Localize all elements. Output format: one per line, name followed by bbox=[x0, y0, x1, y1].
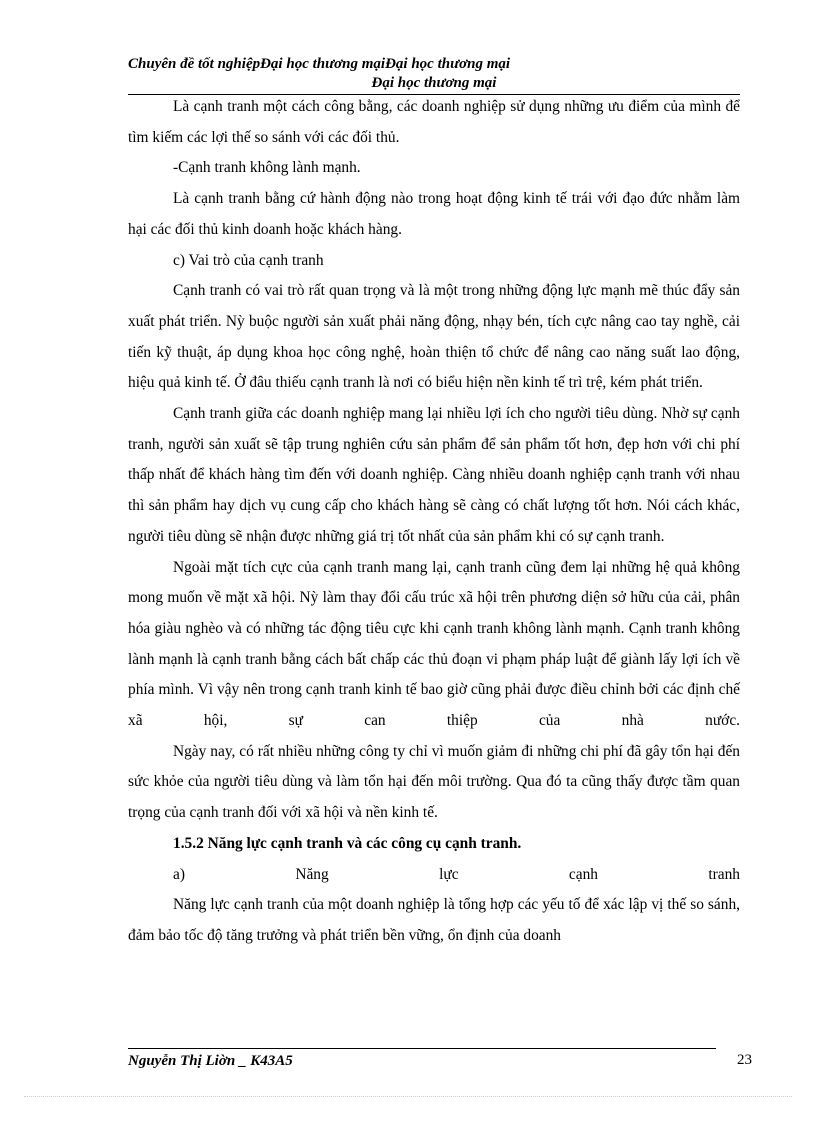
paragraph-unfair-competition-heading: -Cạnh tranh không lành mạnh. bbox=[173, 159, 361, 177]
paragraph-role-of-competition: Cạnh tranh có vai trò rất quan trọng và là một trong những động lực mạnh mẽ thúc đẩy sản xuất phát triển. Nỳ buộc người sản xuất phải năng động, nhạy bén, tích cực nâng cao tay nghề, cải tiến kỹ thuật, áp dụng khoa học công nghệ, hoàn thiện tổ chức để nâng cao năng suất lao động, hiệu quả kinh tế. Ở đâu thiếu cạnh tranh là nơi có biểu hiện nền kinh tế trì trệ, kém phát triển. bbox=[128, 282, 740, 392]
header-title-line2: Đại học thương mại bbox=[371, 75, 497, 91]
paragraph-fair-competition: Là cạnh tranh một cách công bằng, các doanh nghiệp sử dụng những ưu điểm của mình để tìm kiếm các lợi thế so sánh với các đối thủ. bbox=[128, 98, 740, 146]
subsection-heading-a: a) Năng lực cạnh tranh bbox=[173, 865, 740, 883]
paragraph-negative-effects: Ngoài mặt tích cực của cạnh tranh mang lại, cạnh tranh cũng đem lại những hệ quả không mong muốn về mặt xã hội. Nỳ làm thay đổi cấu trúc xã hội trên phương diện sở hữu của cải, phân hóa giàu nghèo và có những tác động tiêu cực khi cạnh tranh không lành mạnh. Cạnh tranh không lành mạnh là cạnh tranh bằng cách bất chấp các thủ đoạn vi phạm pháp luật để giành lấy lợi ích về phía mình. Vì vậy nên trong cạnh tranh kinh tế bao giờ cũng phải được điều chỉnh bởi các định chế xã hội, sự can thiệp của nhà nước. bbox=[128, 558, 740, 730]
paragraph-unfair-competition: Là cạnh tranh bằng cứ hành động nào trong hoạt động kinh tế trái với đạo đức nhằm làm hại các đối thủ kinh doanh hoặc khách hàng. bbox=[128, 190, 740, 238]
section-heading-1-5-2: 1.5.2 Năng lực cạnh tranh và các công cụ cạnh tranh. bbox=[173, 834, 522, 852]
page-number: 23 bbox=[737, 1052, 752, 1068]
page-break-line bbox=[24, 1096, 792, 1097]
page-header bbox=[128, 55, 740, 93]
document-body bbox=[128, 92, 740, 952]
header-title-line1: Chuyên đề tốt nghiệpĐại học thương mạiĐại học thương mại bbox=[128, 56, 511, 72]
section-heading-role: c) Vai trò của cạnh tranh bbox=[173, 251, 324, 269]
paragraph-nowadays: Ngày nay, có rất nhiều những công ty chỉ vì muốn giảm đi những chi phí đã gây tổn hại đến sức khỏe của người tiêu dùng và làm tổn hại đến môi trường. Qua đó ta cũng thấy được tầm quan trọng của cạnh tranh đối với xã hội và nền kinh tế. bbox=[128, 742, 740, 822]
paragraph-consumer-benefits: Cạnh tranh giữa các doanh nghiệp mang lại nhiều lợi ích cho người tiêu dùng. Nhờ sự cạnh tranh, người sản xuất sẽ tập trung nghiên cứu sản phẩm để sản phẩm tốt hơn, đẹp hơn với chi phí thấp nhất để khách hàng tìm đến với doanh nghiệp. Càng nhiều doanh nghiệp cạnh tranh với nhau thì sản phẩm hay dịch vụ cung cấp cho khách hàng sẽ càng có chất lượng tốt hơn. Nói cách khác, người tiêu dùng sẽ nhận được những giá trị tốt nhất của sản phẩm khi có sự cạnh tranh. bbox=[128, 405, 740, 545]
paragraph-competitiveness: Năng lực cạnh tranh của một doanh nghiệp là tổng hợp các yếu tố để xác lập vị thế so sánh, đảm bảo tốc độ tăng trưởng và phát triển bền vững, ổn định của doanh bbox=[128, 896, 740, 944]
footer-author: Nguyễn Thị Liờn _ K43A5 bbox=[128, 1053, 293, 1069]
footer-divider bbox=[128, 1048, 716, 1049]
